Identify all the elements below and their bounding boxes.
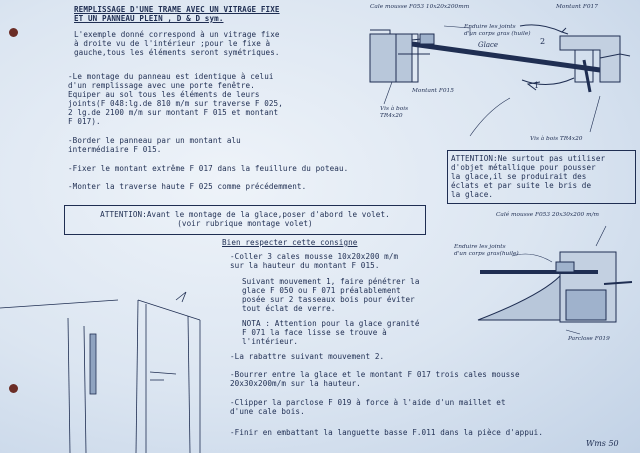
movement-1-number: 1 [534, 81, 540, 90]
document-title: REMPLISSAGE D'UNE TRAME AVEC UN VITRAGE FIXE ET UN PANNEAU PLEIN , D & D sym. [74, 5, 280, 23]
step-finish-languette: -Finir en embattant la languette basse F.011 dans la pièce d'appui. [230, 428, 544, 437]
vis-bois-left-label: Vis à bois TR4x20 [380, 106, 409, 119]
step-fold-glass: -La rabattre suivant mouvement 2. [230, 352, 385, 361]
montant-f015-label: Montant F015 [412, 88, 454, 94]
top-section-diagram [370, 25, 630, 136]
bottom-section-diagram [478, 226, 632, 334]
montant-f017-label: Montant F017 [556, 4, 598, 10]
panel-mounting-paragraph: -Le montage du panneau est identique à celui d'un remplissage avec une porte fenêtre. Equiper au sol tous les éléments de leurs joints(F 048:lg.de 810 m/m sur traverse F 025, 2 lg.de 2100 m/m sur montant F 015 et montant F 017). [68, 72, 283, 126]
attention-glass-text: ATTENTION:Ne surtout pas utiliser d'objet métallique pour pousser la glace,il se produirait des éclats et par suite le bris de la glace. [451, 154, 606, 199]
cale-mousse-label-top: Cale mousse F053 10x20x200mm [370, 4, 470, 10]
cale-mousse-label-bottom: Calé mousse F053 20x30x200 m/m [496, 212, 600, 218]
step-clip-parclose: -Clipper la parclose F 019 à force à l'aide d'un maillet et d'une cale bois. [230, 398, 506, 416]
intro-paragraph: L'exemple donné correspond à un vitrage fixe à droite vu de l'intérieur ;pour le fixe à gauche,tous les éléments seront symétriques. [74, 30, 280, 57]
step-glue-cales: -Coller 3 cales mousse 10x20x200 m/m sur la hauteur du montant F 015. [230, 252, 399, 270]
joints-label-bottom: Enduire les joints d'un corps gras(huile) [454, 244, 519, 257]
step-nota: NOTA : Attention pour la glace granité F 071 la face lisse se trouve à l'intérieur. [242, 319, 420, 346]
glace-label: Glace [478, 41, 499, 49]
border-panel-paragraph: -Border le panneau par un montant alu intermédiaire F 015. [68, 136, 241, 154]
parclose-label: Parclose F019 [568, 336, 610, 342]
wall-window-sketch [0, 292, 200, 453]
joints-label-top: Enduire les joints d'un corps gras (huile) [464, 24, 531, 37]
fix-montant-paragraph: -Fixer le montant extrême F 017 dans la feuillure du poteau. [68, 164, 349, 173]
step-insert-glass: Suivant mouvement 1, faire pénétrer la glace F 050 ou F 071 préalablement posée sur 2 tasseaux bois pour éviter tout éclat de verre. [242, 277, 420, 313]
page-number: Wms 50 [586, 439, 619, 448]
movement-2-number: 2 [540, 37, 546, 46]
vis-bois-right-label: Vis à bois TR4x20 [530, 136, 583, 142]
attention-volet-text: ATTENTION:Avant le montage de la glace,poser d'abord le volet. (voir rubrique montage volet) [100, 210, 390, 228]
steps-heading: Bien respecter cette consigne [222, 238, 358, 247]
mount-traverse-paragraph: -Monter la traverse haute F 025 comme précédemment. [68, 182, 307, 191]
step-pack-foam: -Bourrer entre la glace et le montant F 017 trois cales mousse 20x30x200m/m sur la hauteur. [230, 370, 520, 388]
